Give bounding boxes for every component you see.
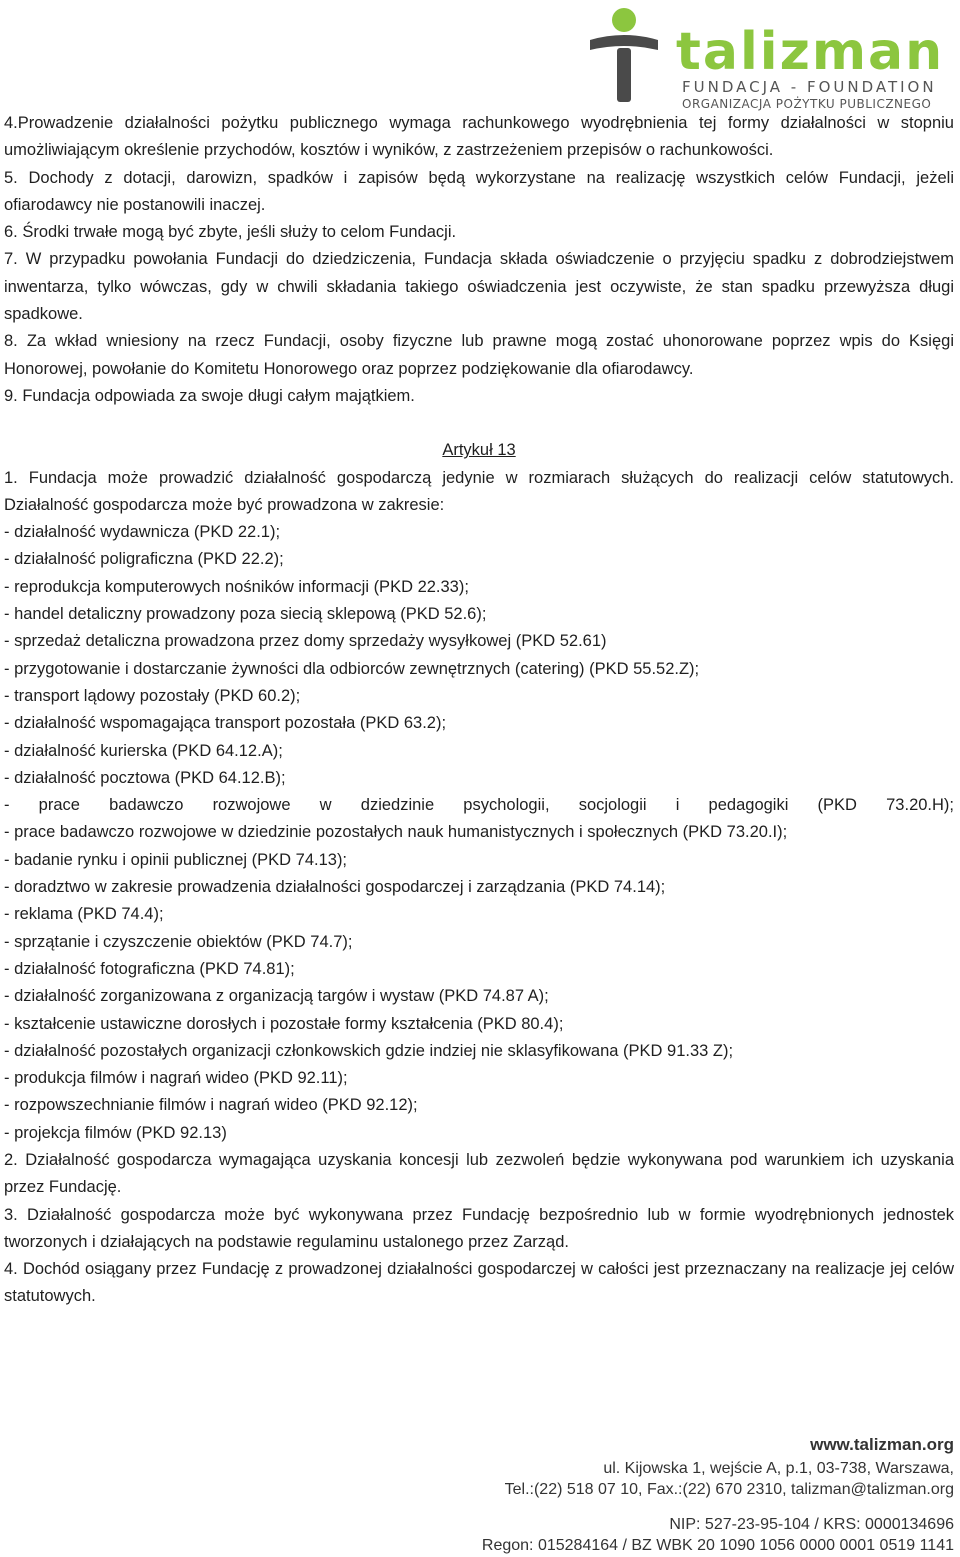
list-item: - reprodukcja komputerowych nośników informacji (PKD 22.33); (4, 577, 469, 596)
talizman-logo-icon (584, 6, 664, 106)
article-point-3: 3. Działalność gospodarcza może być wykonywana przez Fundację bezpośrednio lub w formie wyodrębnionych jednostek tworzonych i działających na podstawie regulaminu ustalonego przez Zarząd. (4, 1205, 954, 1251)
paragraph-8: 8. Za wkład wniesiony na rzecz Fundacji, osoby fizyczne lub prawne mogą zostać uhonorowane poprzez wpis do Księgi Honorowej, powołanie do Komitetu Honorowego oraz poprzez podziękowanie dla ofiarodawcy. (4, 332, 954, 378)
logo-subtitle-2: ORGANIZACJA POŻYTKU PUBLICZNEGO (682, 97, 932, 111)
section-spacer (4, 410, 954, 437)
foundation-logo (584, 6, 954, 114)
list-item: - działalność wydawnicza (PKD 22.1); (4, 523, 281, 542)
list-item: - kształcenie ustawiczne dorosłych i pozostałe formy kształcenia (PKD 80.4); (4, 1014, 564, 1033)
list-item: - działalność kurierska (PKD 64.12.A); (4, 741, 283, 760)
paragraph-4: 4.Prowadzenie działalności pożytku publicznego wymaga rachunkowego wyodrębnienia tej formy działalności w stopniu umożliwiającym określenie przychodów, kosztów i wyników, z zastrzeżeniem przepisów o rachunkowości. (4, 114, 954, 160)
list-item: - sprzedaż detaliczna prowadzona przez domy sprzedaży wysyłkowej (PKD 52.61) (4, 632, 607, 651)
article-heading: Artykuł 13 (442, 441, 516, 460)
list-item: - doradztwo w zakresie prowadzenia działalności gospodarczej i zarządzania (PKD 74.14); (4, 878, 666, 897)
paragraph-6: 6. Środki trwałe mogą być zbyte, jeśli służy to celom Fundacji. (4, 223, 457, 242)
list-item: - rozpowszechnianie filmów i nagrań wideo (PKD 92.12); (4, 1096, 418, 1115)
list-item: - działalność pocztowa (PKD 64.12.B); (4, 768, 286, 787)
document-body (4, 110, 954, 1311)
list-item: - działalność pozostałych organizacji członkowskich gdzie indziej nie sklasyfikowana (PKD 91.33 Z); (4, 1041, 734, 1060)
list-item: - przygotowanie i dostarczanie żywności dla odbiorców zewnętrznych (catering) (PKD 55.52.Z); (4, 659, 700, 678)
logo-subtitle: FUNDACJA - FOUNDATION (682, 78, 937, 96)
footer-contact: Tel.:(22) 518 07 10, Fax.:(22) 670 2310, talizman@talizman.org (504, 1481, 954, 1498)
page-footer (482, 1432, 954, 1556)
list-item: - działalność zorganizowana z organizacją targów i wystaw (PKD 74.87 A); (4, 987, 549, 1006)
list-item: - handel detaliczny prowadzony poza siecią sklepową (PKD 52.6); (4, 605, 487, 624)
list-item: - reklama (PKD 74.4); (4, 905, 164, 924)
footer-bank: Regon: 015284164 / BZ WBK 20 1090 1056 0000 0001 0519 1141 (481, 1537, 954, 1554)
paragraph-5: 5. Dochody z dotacji, darowizn, spadków i zapisów będą wykorzystane na realizację wszystkich celów Fundacji, jeżeli ofiarodawcy nie postanowili inaczej. (4, 168, 954, 214)
footer-website-link[interactable]: www.talizman.org (810, 1435, 954, 1454)
footer-registry: NIP: 527-23-95-104 / KRS: 0000134696 (669, 1516, 954, 1533)
activity-list (4, 519, 954, 1147)
paragraph-9: 9. Fundacja odpowiada za swoje długi całym majątkiem. (4, 386, 415, 405)
article-point-4: 4. Dochód osiągany przez Fundację z prowadzonej działalności gospodarczej w całości jest przeznaczany na realizacje jej celów statutowych. (4, 1260, 954, 1306)
list-item: - prace badawczo rozwojowe w dziedzinie psychologii, socjologii i pedagogiki (PKD 73.20.H); (4, 796, 954, 815)
list-item: - działalność wspomagająca transport pozostała (PKD 63.2); (4, 714, 447, 733)
article-intro: 1. Fundacja może prowadzić działalność gospodarczą jedynie w rozmiarach służących do realizacji celów statutowych. Działalność gospodarcza może być prowadzona w zakresie: (4, 468, 954, 514)
paragraph-7: 7. W przypadku powołania Fundacji do dziedziczenia, Fundacja składa oświadczenie o przyjęciu spadku z dobrodziejstwem inwentarza, tylko wówczas, gdy w chwili składania takiego oświadczenia jest oczywiste, że stan spadku przewyższa długi spadkowe. (4, 250, 954, 324)
article-point-2: 2. Działalność gospodarcza wymagająca uzyskania koncesji lub zezwoleń będzie wykonywana pod warunkiem ich uzyskania przez Fundację. (4, 1150, 954, 1197)
list-item: - prace badawczo rozwojowe w dziedzinie pozostałych nauk humanistycznych i społecznych (PKD 73.20.I); (4, 823, 788, 842)
list-item: - projekcja filmów (PKD 92.13) (4, 1123, 227, 1142)
list-item: - działalność poligraficzna (PKD 22.2); (4, 550, 284, 569)
list-item: - badanie rynku i opinii publicznej (PKD 74.13); (4, 850, 348, 869)
list-item: - działalność fotograficzna (PKD 74.81); (4, 959, 295, 978)
list-item: - produkcja filmów i nagrań wideo (PKD 92.11); (4, 1069, 348, 1088)
list-item: - sprzątanie i czyszczenie obiektów (PKD 74.7); (4, 932, 353, 951)
footer-address: ul. Kijowska 1, wejście A, p.1, 03-738, Warszawa, (603, 1460, 954, 1477)
list-item: - transport lądowy pozostały (PKD 60.2); (4, 686, 301, 705)
logo-wordmark: talizman (676, 22, 945, 82)
